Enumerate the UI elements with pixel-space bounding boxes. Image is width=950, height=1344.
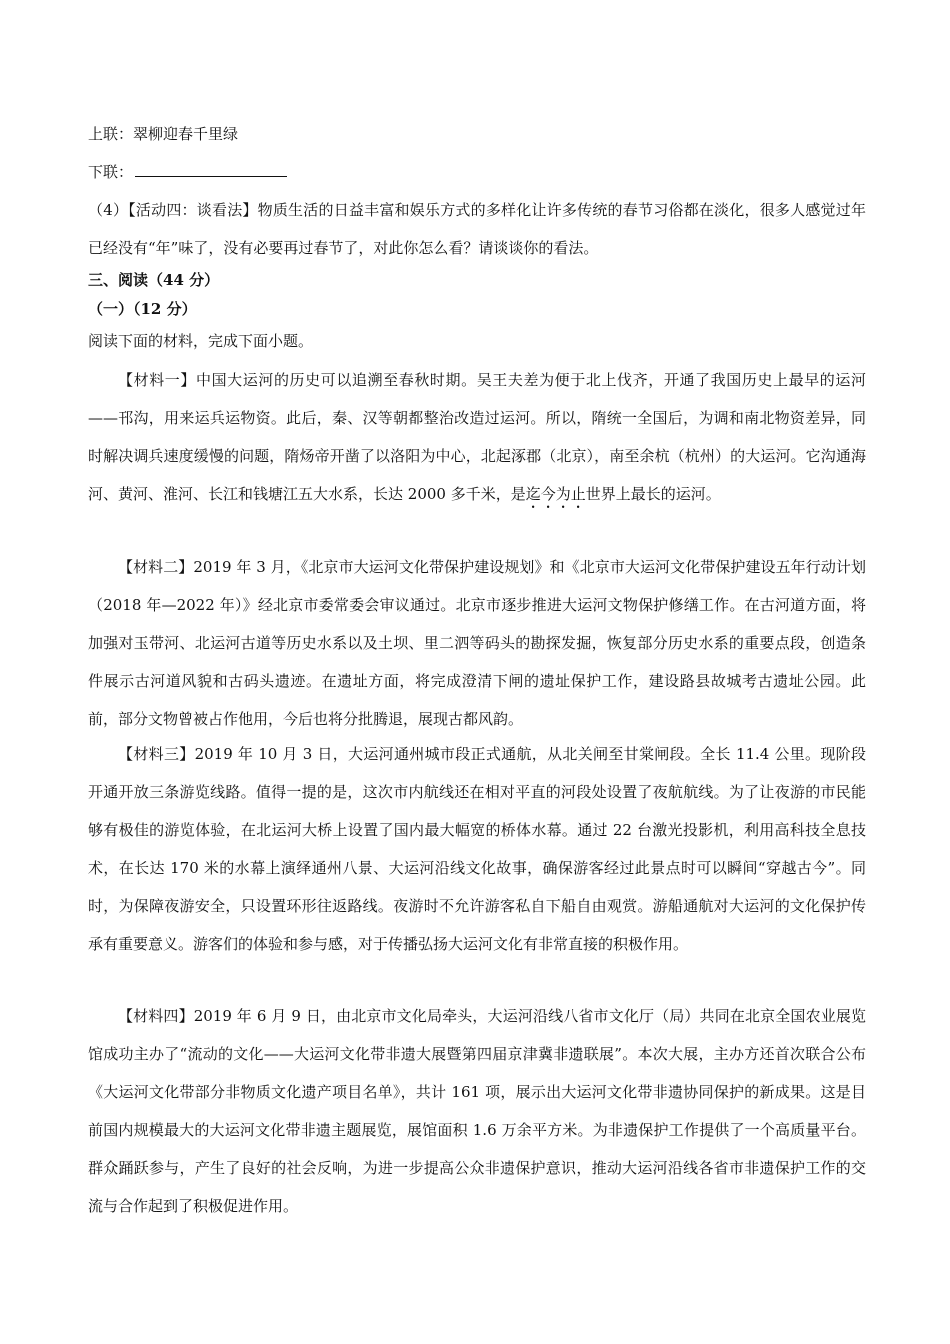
couplet-lower-answer-blank[interactable] bbox=[135, 162, 287, 177]
material1-text-after: 世界上最长的运河。 bbox=[585, 485, 721, 503]
material1-dotted-term: 迄今为止 bbox=[525, 485, 586, 503]
section3-sub-heading: （一）（12 分） bbox=[88, 300, 197, 318]
material3-paragraph: 【材料三】2019 年 10 月 3 日，大运河通州城市段正式通航，从北关闸至甘棠闸段。全长 11.4 公里。现阶段开通开放三条游览线路。值得一提的是，这次市内航线还在相对平直的河段处设置了夜航航线。为了让夜游的市民能够有极佳的游览体验，在北运河大桥上设置了国内最大幅宽的桥体水幕。通过 22 台激光投影机，利用高科技全息技术，在长达 170 米的水幕上演绎通州八景、大运河沿线文化故事，确保游客经过此景点时可以瞬间“穿越古今”。同时，为保障夜游安全，只设置环形往返路线。夜游时不允许游客私自下船自由观赏。游船通航对大运河的文化保护传承有重要意义。游客们的体验和参与感，对于传播弘扬大运河文化有非常直接的积极作用。 bbox=[88, 745, 866, 953]
material2-paragraph: 【材料二】2019 年 3 月，《北京市大运河文化带保护建设规划》和《北京市大运河文化带保护建设五年行动计划（2018 年—2022 年）》经北京市委常委会审议通过。北京市逐步推进大运河文物保护修缮工作。在古河道方面，将加强对玉带河、北运河古道等历史水系以及土坝、里二泗等码头的勘探发掘，恢复部分历史水系的重要点段，创造条件展示古河道风貌和古码头遗迹。在遗址方面，将完成澄清下闸的遗址保护工作，建设路县故城考古遗址公园。此前，部分文物曾被占作他用，今后也将分批腾退，展现古都风韵。 bbox=[88, 558, 866, 728]
section3-heading: 三、阅读（44 分） bbox=[88, 271, 220, 289]
activity4-question: （4）【活动四：谈看法】物质生活的日益丰富和娱乐方式的多样化让许多传统的春节习俗都在淡化，很多人感觉过年已经没有“年”味了，没有必要再过春节了，对此你怎么看？请谈谈你的看法。 bbox=[88, 201, 866, 257]
couplet-lower bbox=[88, 162, 287, 182]
section3-instruction: 阅读下面的材料，完成下面小题。 bbox=[88, 332, 314, 350]
material1-paragraph bbox=[88, 361, 866, 513]
material1-text-before: 【材料一】中国大运河的历史可以追溯至春秋时期。吴王夫差为便于北上伐齐，开通了我国历史上最早的运河——邗沟，用来运兵运物资。此后，秦、汉等朝都整治改造过运河。所以，隋统一全国后，为调和南北物资差异，同时解决调兵速度缓慢的问题，隋炀帝开凿了以洛阳为中心，北起涿郡（北京），南至余杭（杭州）的大运河。它沟通海河、黄河、淮河、长江和钱塘江五大水系，长达 2000 多千米，是 bbox=[88, 371, 866, 503]
couplet-upper: 上联：翠柳迎春千里绿 bbox=[88, 125, 239, 143]
material4-paragraph: 【材料四】2019 年 6 月 9 日，由北京市文化局牵头，大运河沿线八省市文化厅（局）共同在北京全国农业展览馆成功主办了“流动的文化——大运河文化带非遗大展暨第四届京津冀非遗联展”。本次大展，主办方还首次联合公布《大运河文化带部分非物质文化遗产项目名单》，共计 161 项，展示出大运河文化带非遗协同保护的新成果。这是目前国内规模最大的大运河文化带非遗主题展览，展馆面积 1.6 万余平方米。为非遗保护工作提供了一个高质量平台。群众踊跃参与，产生了良好的社会反响，为进一步提高公众非遗保护意识，推动大运河沿线各省市非遗保护工作的交流与合作起到了积极促进作用。 bbox=[88, 1007, 866, 1215]
couplet-lower-label: 下联： bbox=[88, 163, 134, 181]
